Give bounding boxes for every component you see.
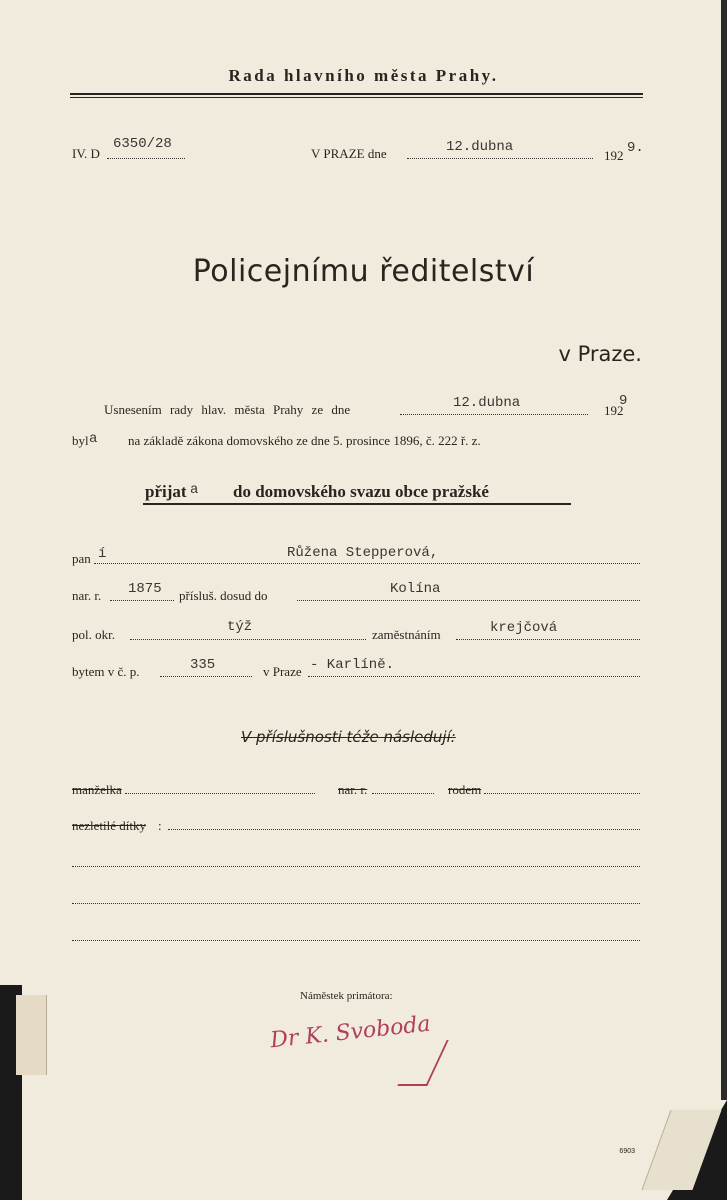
accepted-suffix: a (190, 482, 199, 498)
occupation-value: krejčová (490, 620, 558, 636)
blank-line-1 (72, 866, 640, 867)
blank-line-2 (72, 903, 640, 904)
district-dots (130, 639, 366, 640)
birth-year: 1875 (128, 581, 162, 597)
signature: Dr K. Svoboda (269, 1011, 432, 1054)
ref-number: 6350/28 (113, 136, 172, 152)
ref-dots (107, 158, 185, 159)
resolution-date: 12.dubna (453, 395, 521, 411)
wife-maiden-label: rodem (448, 782, 482, 797)
accepted-prefix: přijat (145, 482, 187, 501)
date-year-suffix: 9. (627, 140, 644, 156)
resolution-dots (400, 414, 588, 415)
children-dots (168, 829, 640, 830)
belongs-value: Kolína (390, 581, 441, 597)
occupation-label: zaměstnáním (372, 627, 441, 642)
belongs-dots (297, 600, 640, 601)
form-number: 6903 (619, 1148, 635, 1155)
header-rule (70, 93, 643, 95)
district-value: týž (227, 619, 253, 635)
resolution-year-prefix: 192 (604, 403, 624, 418)
date-dots (407, 158, 593, 159)
affiliation-heading: V příslušnosti téže následují: (241, 728, 456, 746)
birth-label: nar. r. (72, 588, 102, 603)
wife-born-label: nar. r. (338, 782, 368, 797)
person-label-suffix: í (98, 546, 107, 562)
residence-dots (160, 676, 252, 677)
was-prefix: byl (72, 433, 89, 448)
date-label: V PRAZE dne (311, 146, 387, 161)
district-label: pol. okr. (72, 627, 115, 642)
header-title: Rada hlavního města Prahy. (228, 66, 499, 85)
belongs-label: přísluš. dosud do (179, 588, 268, 603)
resolution-label: Usnesením rady hlav. města Prahy ze dne (104, 402, 351, 417)
children-label: nezletilé dítky (72, 818, 147, 833)
residence-label: bytem v č. p. (72, 664, 140, 679)
wife-label: manželka (72, 782, 122, 797)
person-label: pan (72, 551, 91, 566)
person-name-dots (94, 563, 640, 564)
wife-born-dots (372, 793, 434, 794)
paper-tear (16, 995, 47, 1075)
person-name: Růžena Stepperová, (287, 545, 439, 561)
wife-dots (125, 793, 315, 794)
addressee-city: v Praze. (558, 342, 642, 366)
addressee-title: Policejnímu ředitelství (192, 254, 535, 289)
resolution-year-suffix: 9 (619, 393, 628, 409)
occupation-dots (456, 639, 640, 640)
residence-city: - Karlíně. (310, 657, 395, 673)
was-suffix: a (89, 431, 98, 447)
residence-city-label: v Praze (263, 664, 302, 679)
header-rule-thin (70, 97, 643, 98)
wife-maiden-dots (484, 793, 640, 794)
signature-flourish (397, 1040, 448, 1086)
residence-city-dots (308, 676, 640, 677)
date-year-prefix: 192 (604, 148, 624, 163)
accepted-text: do domovského svazu obce pražské (233, 482, 489, 501)
ref-label: IV. D (72, 146, 100, 161)
children-colon: : (158, 818, 162, 833)
was-text: na základě zákona domovského ze dne 5. prosince 1896, č. 222 ř. z. (128, 433, 481, 448)
birth-dots (110, 600, 174, 601)
deputy-label: Náměstek primátora: (300, 990, 393, 1002)
scan-edge-right (721, 0, 727, 1100)
date-value: 12.dubna (446, 139, 514, 155)
accepted-underline (143, 503, 571, 505)
residence-number: 335 (190, 657, 216, 673)
blank-line-3 (72, 940, 640, 941)
